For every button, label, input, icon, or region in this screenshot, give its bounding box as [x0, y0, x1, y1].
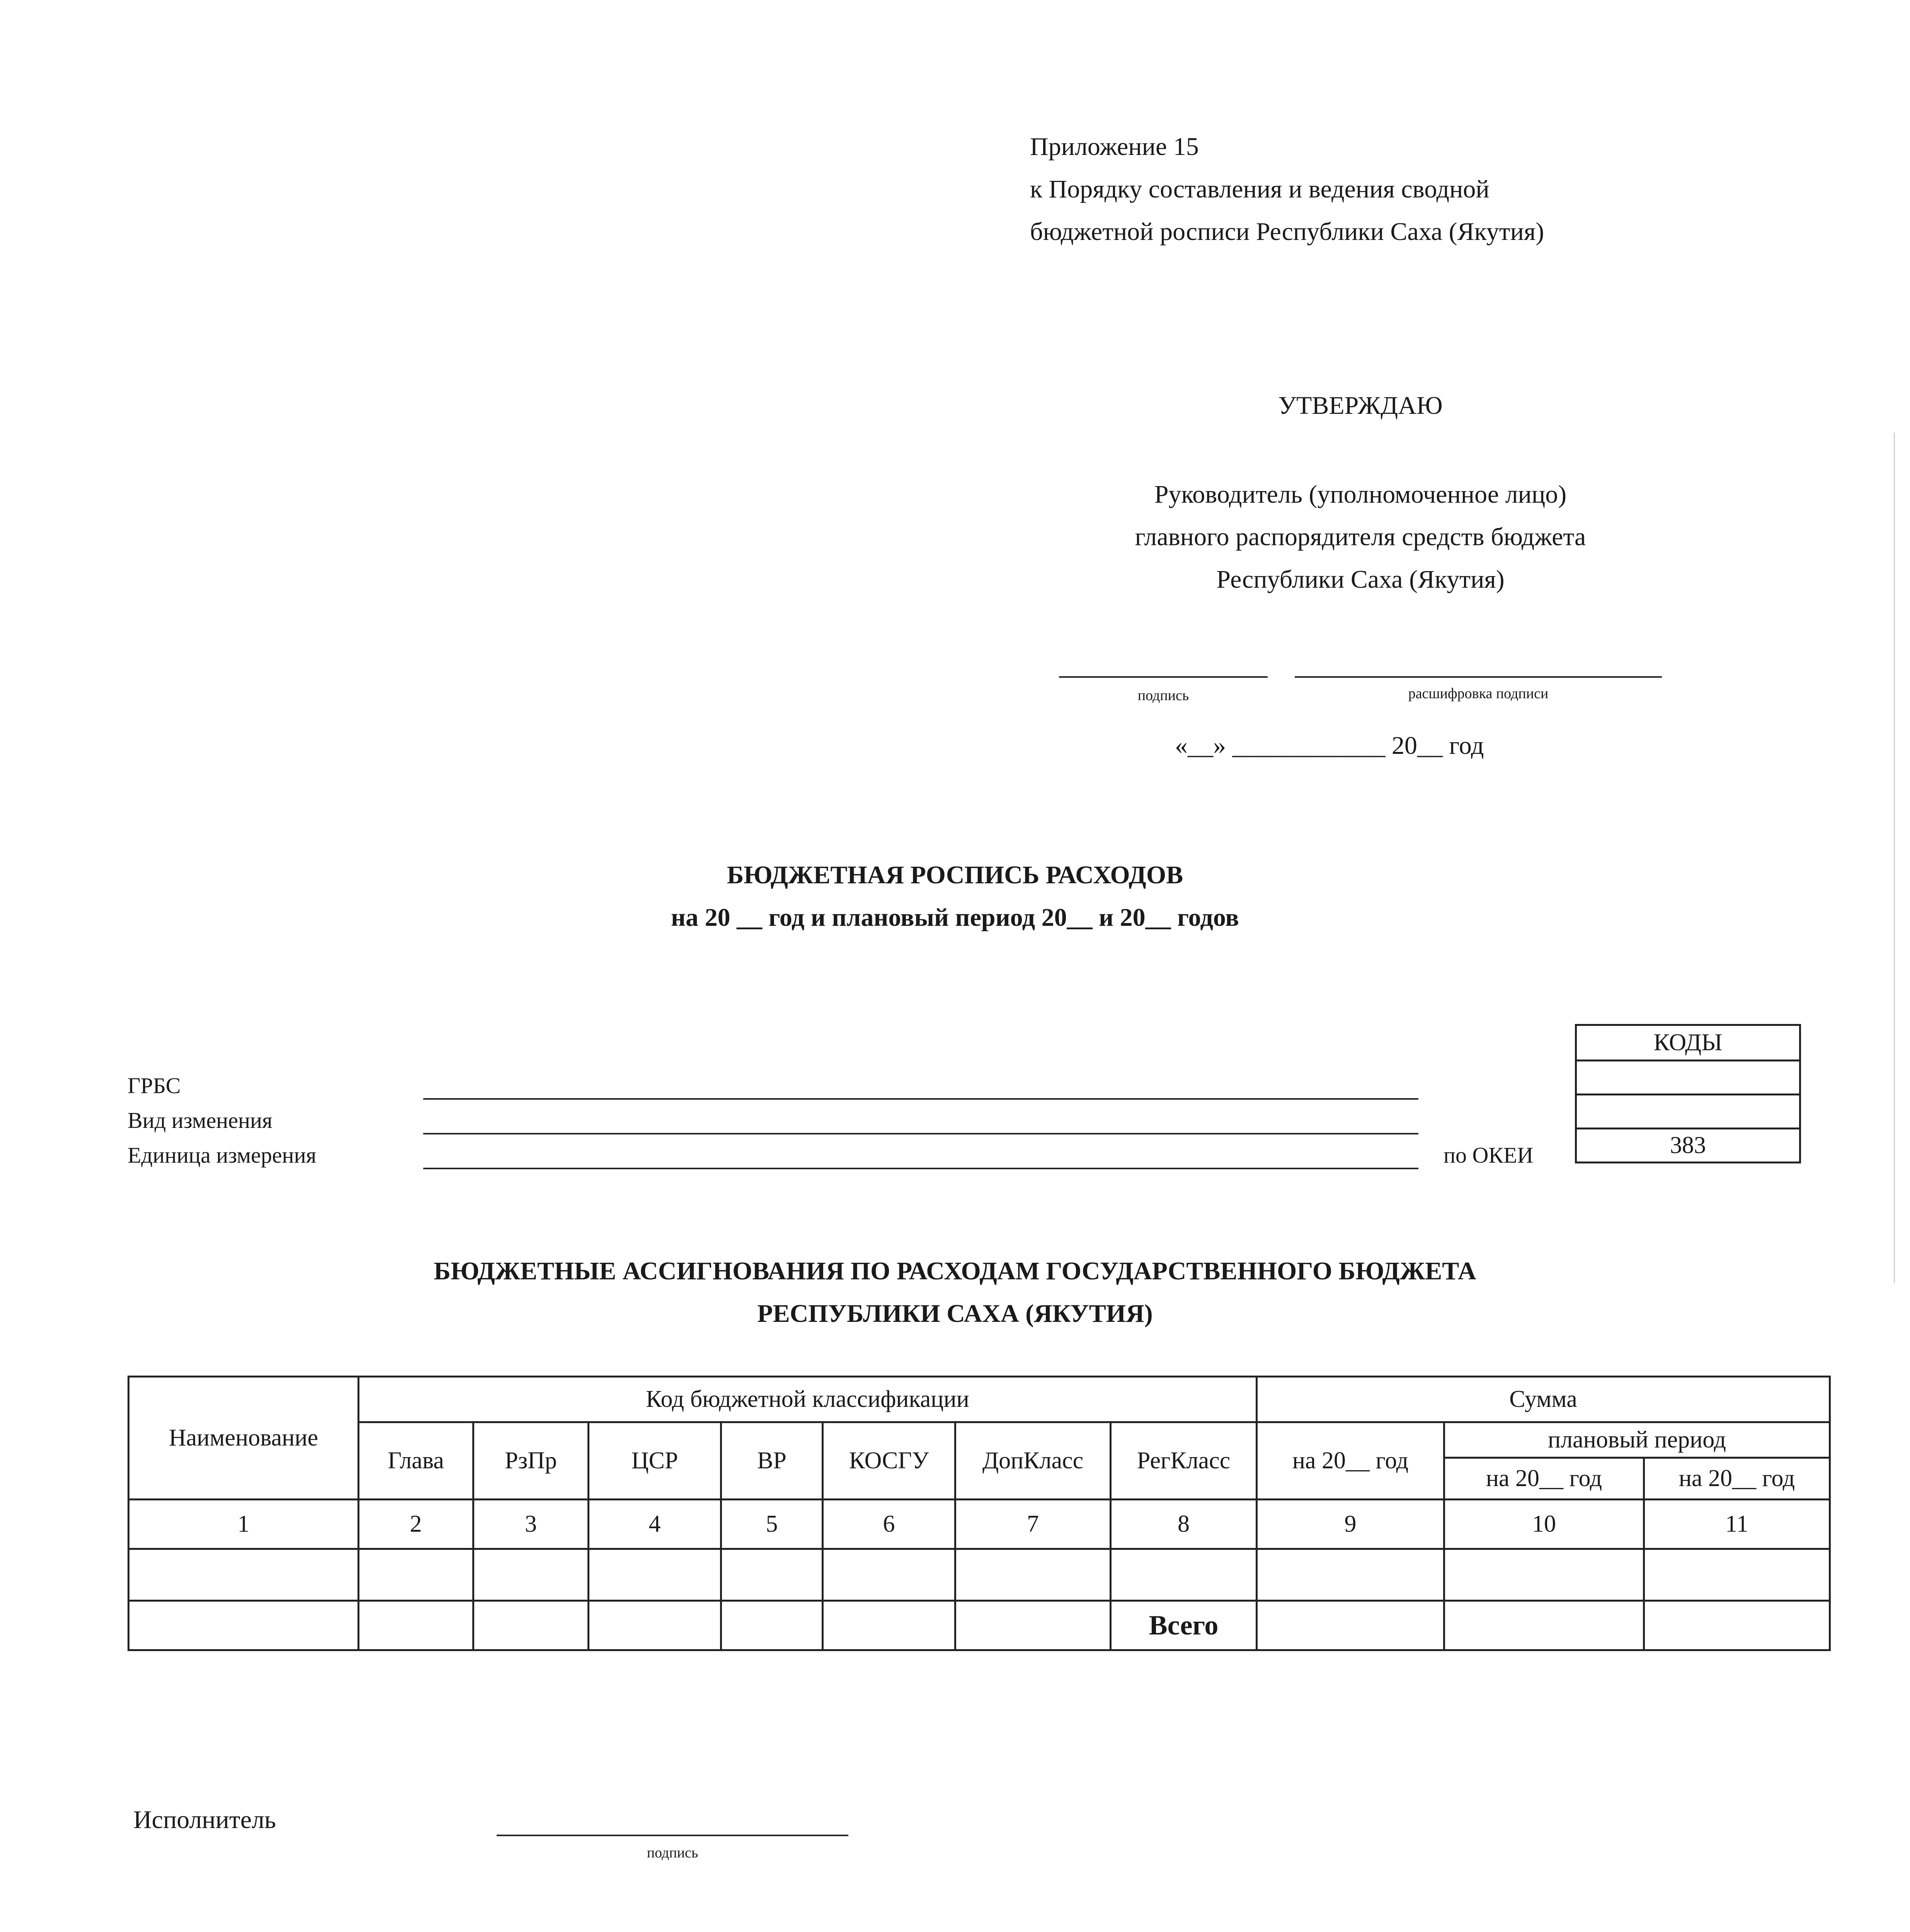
table-cell[interactable]	[129, 1601, 359, 1650]
field-label-change-type: Вид изменения	[128, 1108, 272, 1133]
col-header-sum-plan-2: на 20__ год	[1644, 1458, 1830, 1500]
table-cell[interactable]	[955, 1601, 1111, 1650]
approval-signature-line	[1059, 676, 1268, 678]
grbs-code-cell[interactable]	[1576, 1061, 1800, 1095]
table-cell[interactable]	[823, 1601, 955, 1650]
name-header: Наименование	[129, 1377, 359, 1500]
field-label-grbs: ГРБС	[128, 1073, 181, 1098]
executor-signature-caption: подпись	[647, 1845, 698, 1861]
col-number: 4	[589, 1500, 721, 1549]
table-cell[interactable]	[1444, 1549, 1644, 1601]
col-number: 2	[359, 1500, 473, 1549]
col-header-sum-current: на 20__ год	[1257, 1422, 1444, 1500]
approval-title: УТВЕРЖДАЮ	[1278, 391, 1443, 420]
appendix-line-2: к Порядку составления и ведения сводной	[1030, 175, 1490, 203]
col-header-sum-plan-1: на 20__ год	[1444, 1458, 1644, 1500]
col-number: 1	[129, 1500, 359, 1549]
col-header-csr: ЦСР	[589, 1422, 721, 1500]
table-row	[129, 1549, 1830, 1601]
document-subtitle: на 20 __ год и плановый период 20__ и 20__ годов	[671, 903, 1239, 932]
table-cell[interactable]	[1111, 1549, 1257, 1601]
change-type-code-cell[interactable]	[1576, 1095, 1800, 1129]
codes-table	[1575, 1024, 1801, 1163]
approval-date-line: «__» ____________ 20__ год	[1175, 731, 1484, 760]
col-number: 5	[721, 1500, 823, 1549]
col-number: 11	[1644, 1500, 1830, 1549]
codes-header: КОДЫ	[1576, 1025, 1800, 1061]
col-number: 8	[1111, 1500, 1257, 1549]
sum-header: Сумма	[1257, 1377, 1830, 1422]
document-title: БЮДЖЕТНАЯ РОСПИСЬ РАСХОДОВ	[727, 861, 1183, 889]
classification-header: Код бюджетной классификации	[359, 1377, 1257, 1422]
total-label: Всего	[1111, 1601, 1257, 1650]
section-title-line-2: РЕСПУБЛИКИ САХА (ЯКУТИЯ)	[757, 1299, 1153, 1328]
col-header-vr: ВР	[721, 1422, 823, 1500]
total-row	[129, 1601, 1830, 1650]
field-label-unit: Единица измерения	[128, 1143, 317, 1168]
executor-signature-line[interactable]	[497, 1835, 848, 1836]
allocations-table	[128, 1376, 1831, 1651]
col-number: 9	[1257, 1500, 1444, 1549]
col-header-regklass: РегКласс	[1111, 1422, 1257, 1500]
col-header-dopklass: ДопКласс	[955, 1422, 1111, 1500]
col-header-rzpr: РзПр	[473, 1422, 589, 1500]
table-cell[interactable]	[955, 1549, 1111, 1601]
okei-label: по ОКЕИ	[1444, 1143, 1534, 1168]
col-number: 3	[473, 1500, 589, 1549]
total-sum-plan-1[interactable]	[1444, 1601, 1644, 1650]
col-header-glava: Глава	[359, 1422, 473, 1500]
table-cell[interactable]	[721, 1549, 823, 1601]
col-header-kosgu: КОСГУ	[823, 1422, 955, 1500]
approval-line-1: Руководитель (уполномоченное лицо)	[1154, 480, 1567, 509]
page-edge-shadow	[1894, 433, 1895, 1283]
table-cell[interactable]	[359, 1601, 473, 1650]
total-sum-current[interactable]	[1257, 1601, 1444, 1650]
table-cell[interactable]	[1257, 1549, 1444, 1601]
approval-line-3: Республики Саха (Якутия)	[1216, 565, 1505, 594]
unit-field-line[interactable]	[423, 1168, 1418, 1169]
table-cell[interactable]	[589, 1601, 721, 1650]
table-cell[interactable]	[589, 1549, 721, 1601]
executor-label: Исполнитель	[133, 1806, 276, 1834]
appendix-line-1: Приложение 15	[1030, 133, 1199, 161]
table-cell[interactable]	[473, 1601, 589, 1650]
table-cell[interactable]	[129, 1549, 359, 1601]
approval-decoding-caption: расшифровка подписи	[1408, 685, 1549, 702]
col-number: 7	[955, 1500, 1111, 1549]
section-title-line-1: БЮДЖЕТНЫЕ АССИГНОВАНИЯ ПО РАСХОДАМ ГОСУДАРСТВЕННОГО БЮДЖЕТА	[434, 1257, 1476, 1285]
okei-code-cell: 383	[1576, 1129, 1800, 1163]
table-cell[interactable]	[473, 1549, 589, 1601]
col-number: 6	[823, 1500, 955, 1549]
approval-line-2: главного распорядителя средств бюджета	[1135, 523, 1586, 551]
approval-decoding-line	[1295, 676, 1662, 678]
change-type-field-line[interactable]	[423, 1133, 1418, 1134]
grbs-field-line[interactable]	[423, 1098, 1418, 1100]
appendix-line-3: бюджетной росписи Республики Саха (Якутия)	[1030, 218, 1544, 246]
table-cell[interactable]	[721, 1601, 823, 1650]
planned-period-header: плановый период	[1444, 1422, 1830, 1458]
approval-signature-caption: подпись	[1137, 687, 1189, 704]
table-cell[interactable]	[359, 1549, 473, 1601]
col-number: 10	[1444, 1500, 1644, 1549]
table-cell[interactable]	[1644, 1549, 1830, 1601]
total-sum-plan-2[interactable]	[1644, 1601, 1830, 1650]
table-cell[interactable]	[823, 1549, 955, 1601]
